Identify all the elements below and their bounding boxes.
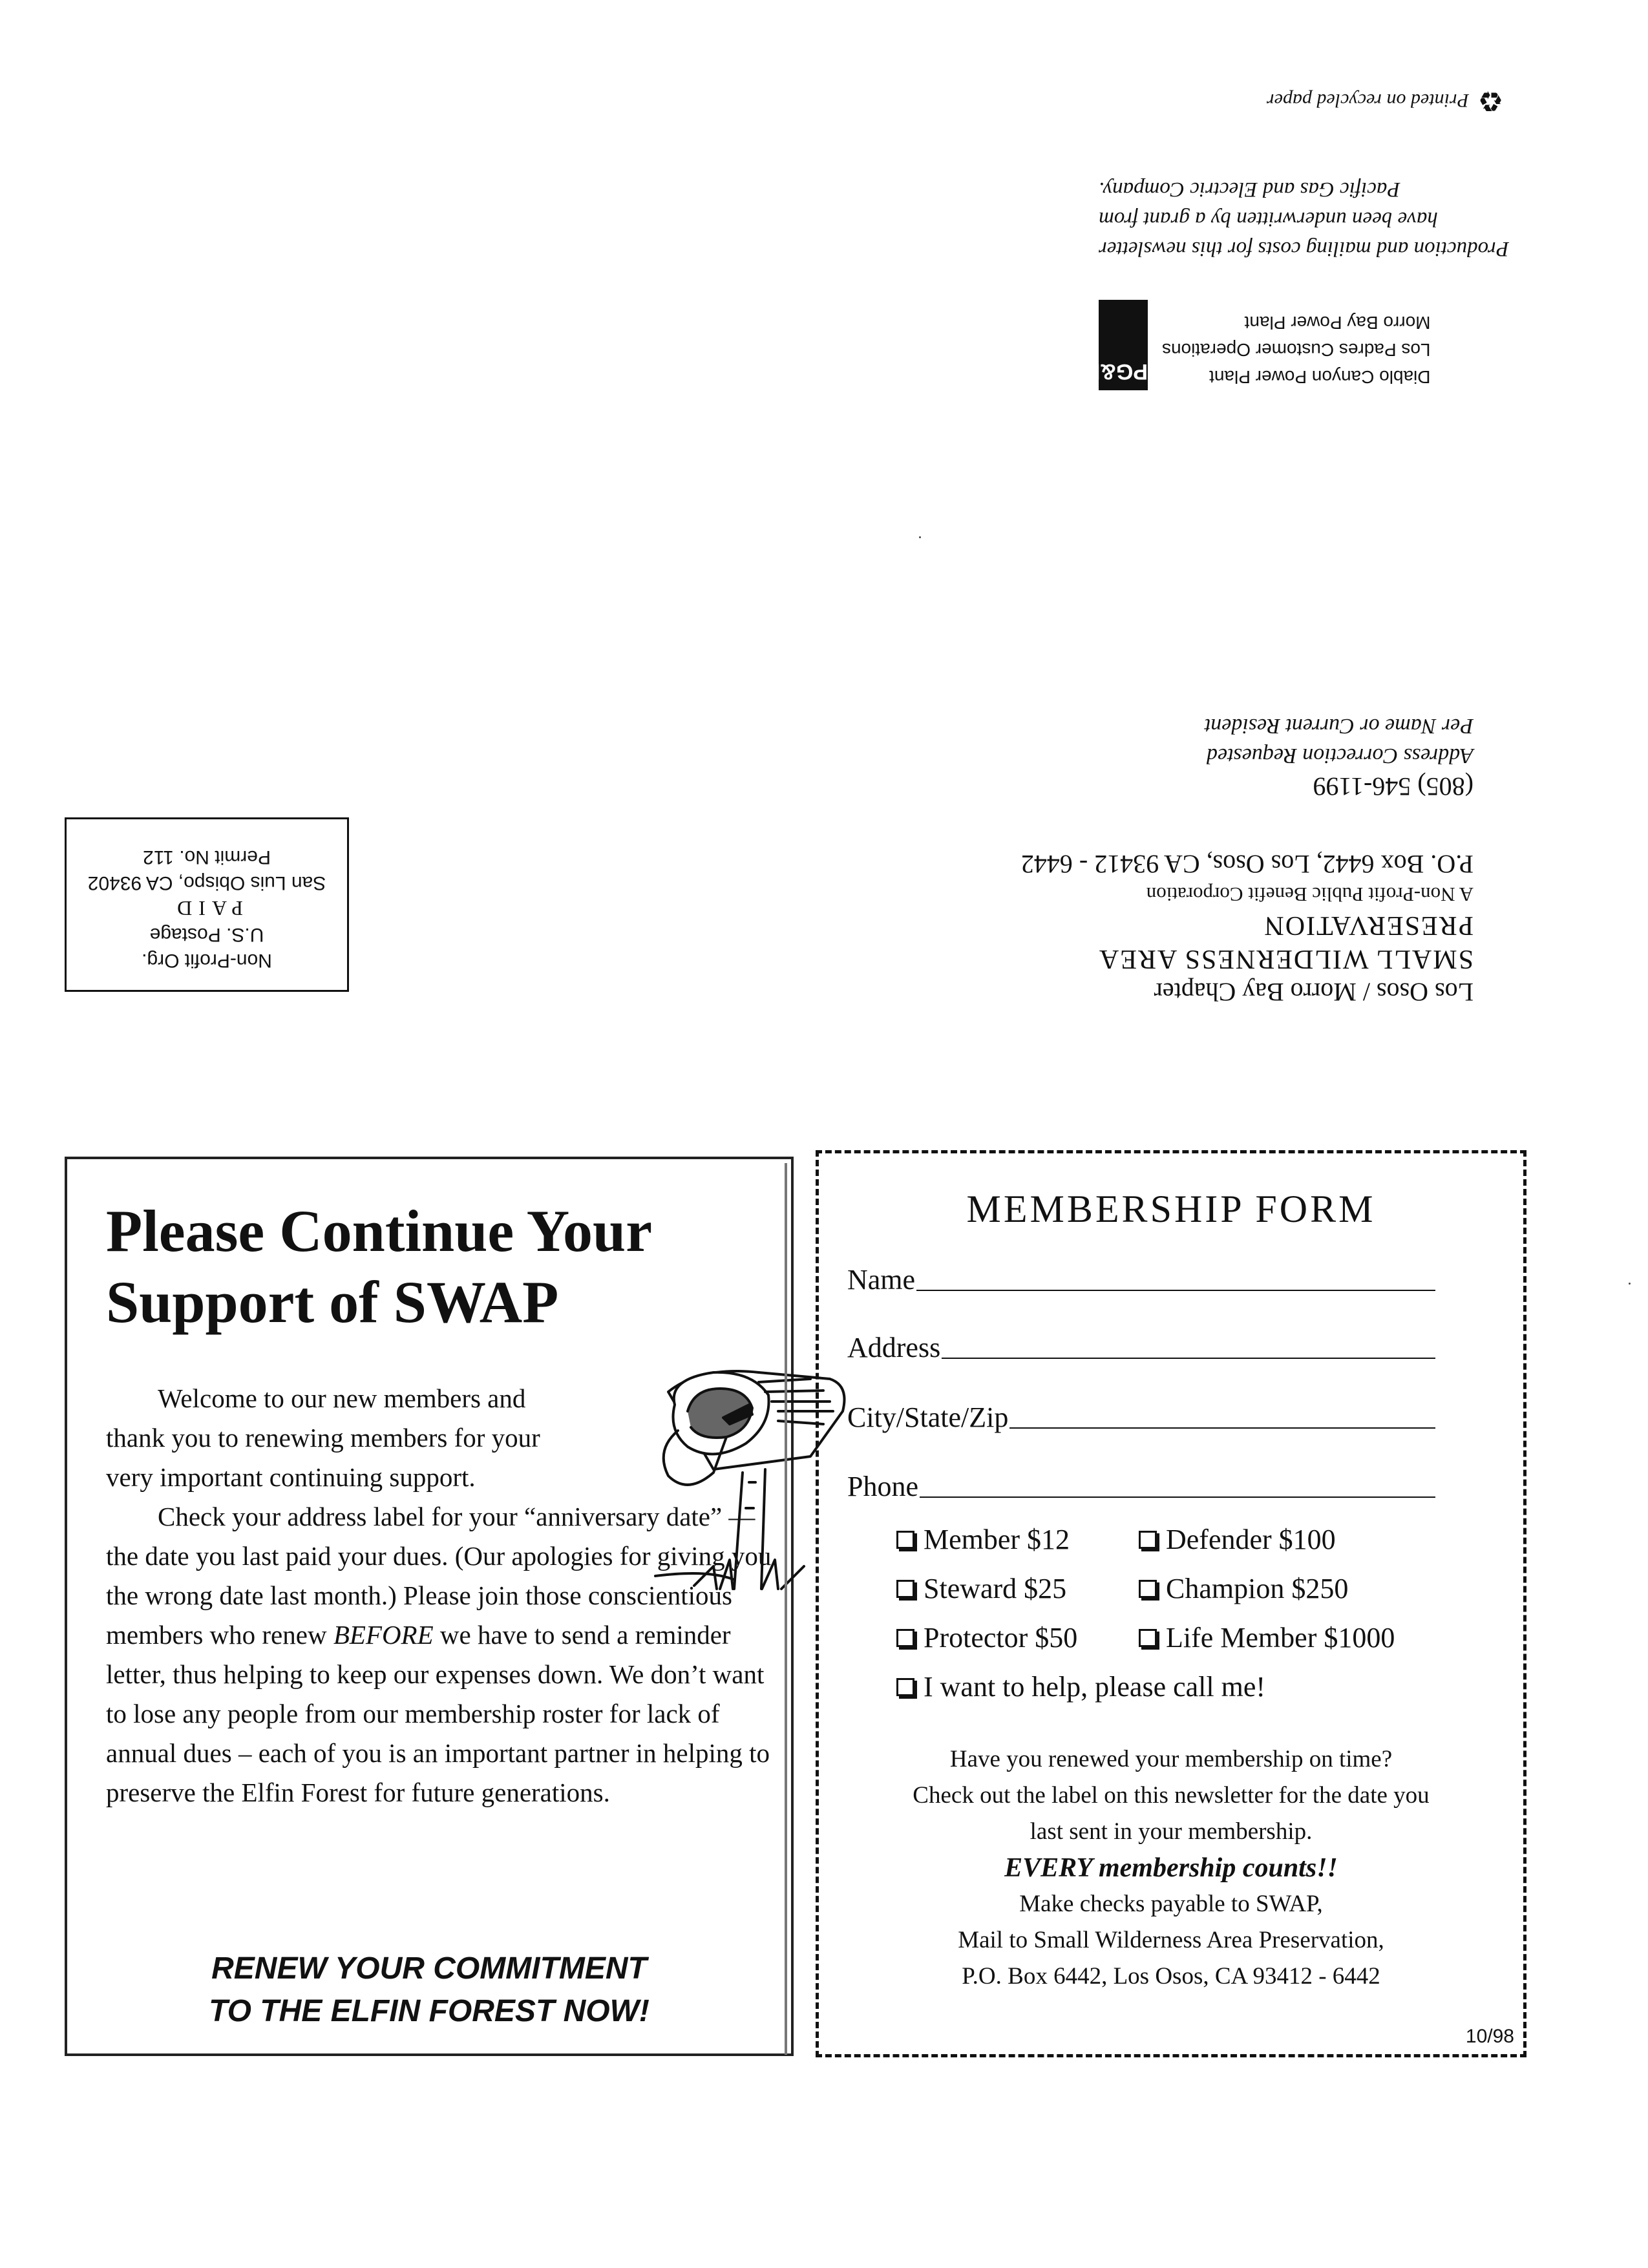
- support-body: [106, 1379, 772, 1812]
- support-title: [106, 1195, 791, 1338]
- options-row: [896, 1564, 1452, 1613]
- pge-sponsor-block: [1085, 174, 1512, 428]
- org-phone: (805) 546-1199: [1313, 772, 1474, 801]
- credit-line-1: Production and mailing costs for this newsletter: [1099, 237, 1509, 260]
- org-name: SMALL WILDERNESS AREA PRESERVATION: [1099, 910, 1474, 974]
- checkbox-icon[interactable]: [1139, 1531, 1157, 1549]
- phone-field[interactable]: [847, 1470, 1435, 1503]
- phone-label: Phone: [847, 1471, 918, 1502]
- return-address-block: [892, 711, 1474, 1008]
- option-steward-label: Steward $25: [924, 1573, 1067, 1604]
- pge-plants: [1085, 300, 1512, 390]
- callout-line-1: RENEW YOUR COMMITMENT: [211, 1951, 647, 1986]
- postage-line-1: Non-Profit Org.: [142, 950, 272, 971]
- scan-speck: [919, 536, 921, 538]
- recycle-icon: ♻: [1477, 85, 1504, 116]
- support-para-2: [106, 1497, 772, 1812]
- name-line[interactable]: [916, 1290, 1435, 1291]
- support-article-box: [65, 1157, 794, 2056]
- postage-line-5: Permit No. 112: [143, 846, 271, 868]
- option-defender-label: Defender $100: [1166, 1524, 1336, 1555]
- every-membership-counts: EVERY membership counts!!: [1004, 1853, 1338, 1883]
- pge-logo: PG&E: [1099, 300, 1148, 390]
- scan-speck: [1629, 1283, 1631, 1285]
- title-line-1: Please Continue Your: [106, 1198, 653, 1264]
- issue-date: 10/98: [1465, 2026, 1514, 2047]
- note-line-2: Check out the label on this newsletter for the date you: [913, 1782, 1430, 1809]
- city-state-zip-field[interactable]: [847, 1401, 1435, 1434]
- callout-line-2: TO THE ELFIN FOREST NOW!: [209, 1994, 650, 2028]
- para2-text: Check your address label for your “anniversary date” —the date you last paid your dues. (Our apologies for giving you the wrong date last month.) Please join those conscientious members who renew: [106, 1502, 772, 1650]
- option-steward[interactable]: [896, 1564, 1139, 1613]
- pge-plant-list: [1162, 309, 1431, 390]
- option-member-label: Member $12: [924, 1524, 1070, 1555]
- city-label: City/State/Zip: [847, 1402, 1009, 1433]
- option-help-label: I want to help, please call me!: [924, 1671, 1266, 1703]
- options-row: [896, 1515, 1452, 1564]
- checkbox-icon[interactable]: [1139, 1580, 1157, 1598]
- options-row: [896, 1613, 1452, 1663]
- form-title: MEMBERSHIP FORM: [966, 1188, 1376, 1230]
- note-line-1: Have you renewed your membership on time?: [949, 1746, 1393, 1772]
- checkbox-icon[interactable]: [896, 1531, 914, 1549]
- para2-emphasis: BEFORE: [333, 1620, 434, 1650]
- renew-callout: [67, 1948, 791, 2033]
- pge-credit: [1099, 174, 1512, 264]
- pay-line-3: P.O. Box 6442, Los Osos, CA 93412 - 6442: [962, 1963, 1380, 1990]
- name-label: Name: [847, 1264, 916, 1296]
- address-field[interactable]: [847, 1331, 1435, 1364]
- org-corp-type: A Non-Profit Public Benefit Corporation: [1146, 883, 1474, 906]
- credit-line-3: Pacific Gas and Electric Company.: [1099, 178, 1400, 201]
- option-life[interactable]: [1139, 1613, 1395, 1663]
- support-para-1: [106, 1379, 578, 1497]
- recycled-paper-note: [1267, 84, 1538, 117]
- credit-line-2: have been underwritten by a grant from: [1099, 207, 1438, 231]
- address-label: Address: [847, 1332, 941, 1363]
- city-line[interactable]: [1009, 1427, 1435, 1429]
- phone-line[interactable]: [920, 1496, 1435, 1498]
- postage-paid: PAID: [171, 897, 243, 920]
- name-field[interactable]: [847, 1263, 1435, 1296]
- option-life-label: Life Member $1000: [1166, 1622, 1395, 1654]
- title-line-2: Support of SWAP: [106, 1269, 559, 1335]
- org-address: P.O. Box 6442, Los Osos, CA 93412 - 6442: [1020, 850, 1474, 879]
- checkbox-icon[interactable]: [896, 1580, 914, 1598]
- pay-line-2: Mail to Small Wilderness Area Preservation,: [958, 1927, 1384, 1953]
- option-champion[interactable]: [1139, 1564, 1348, 1613]
- form-note: [838, 1741, 1504, 1995]
- option-help[interactable]: [896, 1663, 1265, 1712]
- para2-rest: we have to send a reminder letter, thus helping to keep our expenses down. We don’t want to lose any people from our membership roster for lack of annual dues – each of you is an important partner in helping to preserve the Elfin Forest for future generations.: [106, 1620, 770, 1807]
- pay-line-1: Make checks payable to SWAP,: [1019, 1891, 1323, 1917]
- postage-line-2: U.S. Postage: [149, 924, 264, 945]
- plant-diablo: Diablo Canyon Power Plant: [1209, 367, 1431, 387]
- para1-line-c: very important continuing support.: [106, 1462, 476, 1492]
- options-row: [896, 1663, 1452, 1712]
- checkbox-icon[interactable]: [896, 1629, 914, 1647]
- checkbox-icon[interactable]: [896, 1678, 914, 1696]
- note-line-3: last sent in your membership.: [1030, 1818, 1313, 1845]
- checkbox-icon[interactable]: [1139, 1629, 1157, 1647]
- postage-indicia: [65, 817, 349, 992]
- address-line[interactable]: [942, 1358, 1435, 1359]
- current-resident: Per Name or Current Resident: [1204, 714, 1474, 738]
- option-protector[interactable]: [896, 1613, 1139, 1663]
- option-protector-label: Protector $50: [924, 1622, 1078, 1654]
- recycled-text: Printed on recycled paper: [1267, 90, 1469, 112]
- para1-line-b: thank you to renewing members for your: [106, 1423, 540, 1453]
- option-defender[interactable]: [1139, 1515, 1336, 1564]
- plant-morro-bay: Morro Bay Power Plant: [1244, 313, 1431, 333]
- postage-line-4: San Luis Obispo, CA 93402: [87, 872, 326, 894]
- plant-los-padres: Los Padres Customer Operations: [1162, 340, 1431, 360]
- para1-line-a: Welcome to our new members and: [158, 1383, 526, 1413]
- membership-form: [816, 1150, 1527, 2057]
- chapter-name: Los Osos / Morro Bay Chapter: [1154, 978, 1474, 1007]
- membership-options: [896, 1515, 1452, 1712]
- option-member[interactable]: [896, 1515, 1139, 1564]
- option-champion-label: Champion $250: [1166, 1573, 1349, 1604]
- address-correction: Address Correction Requested: [1207, 744, 1474, 768]
